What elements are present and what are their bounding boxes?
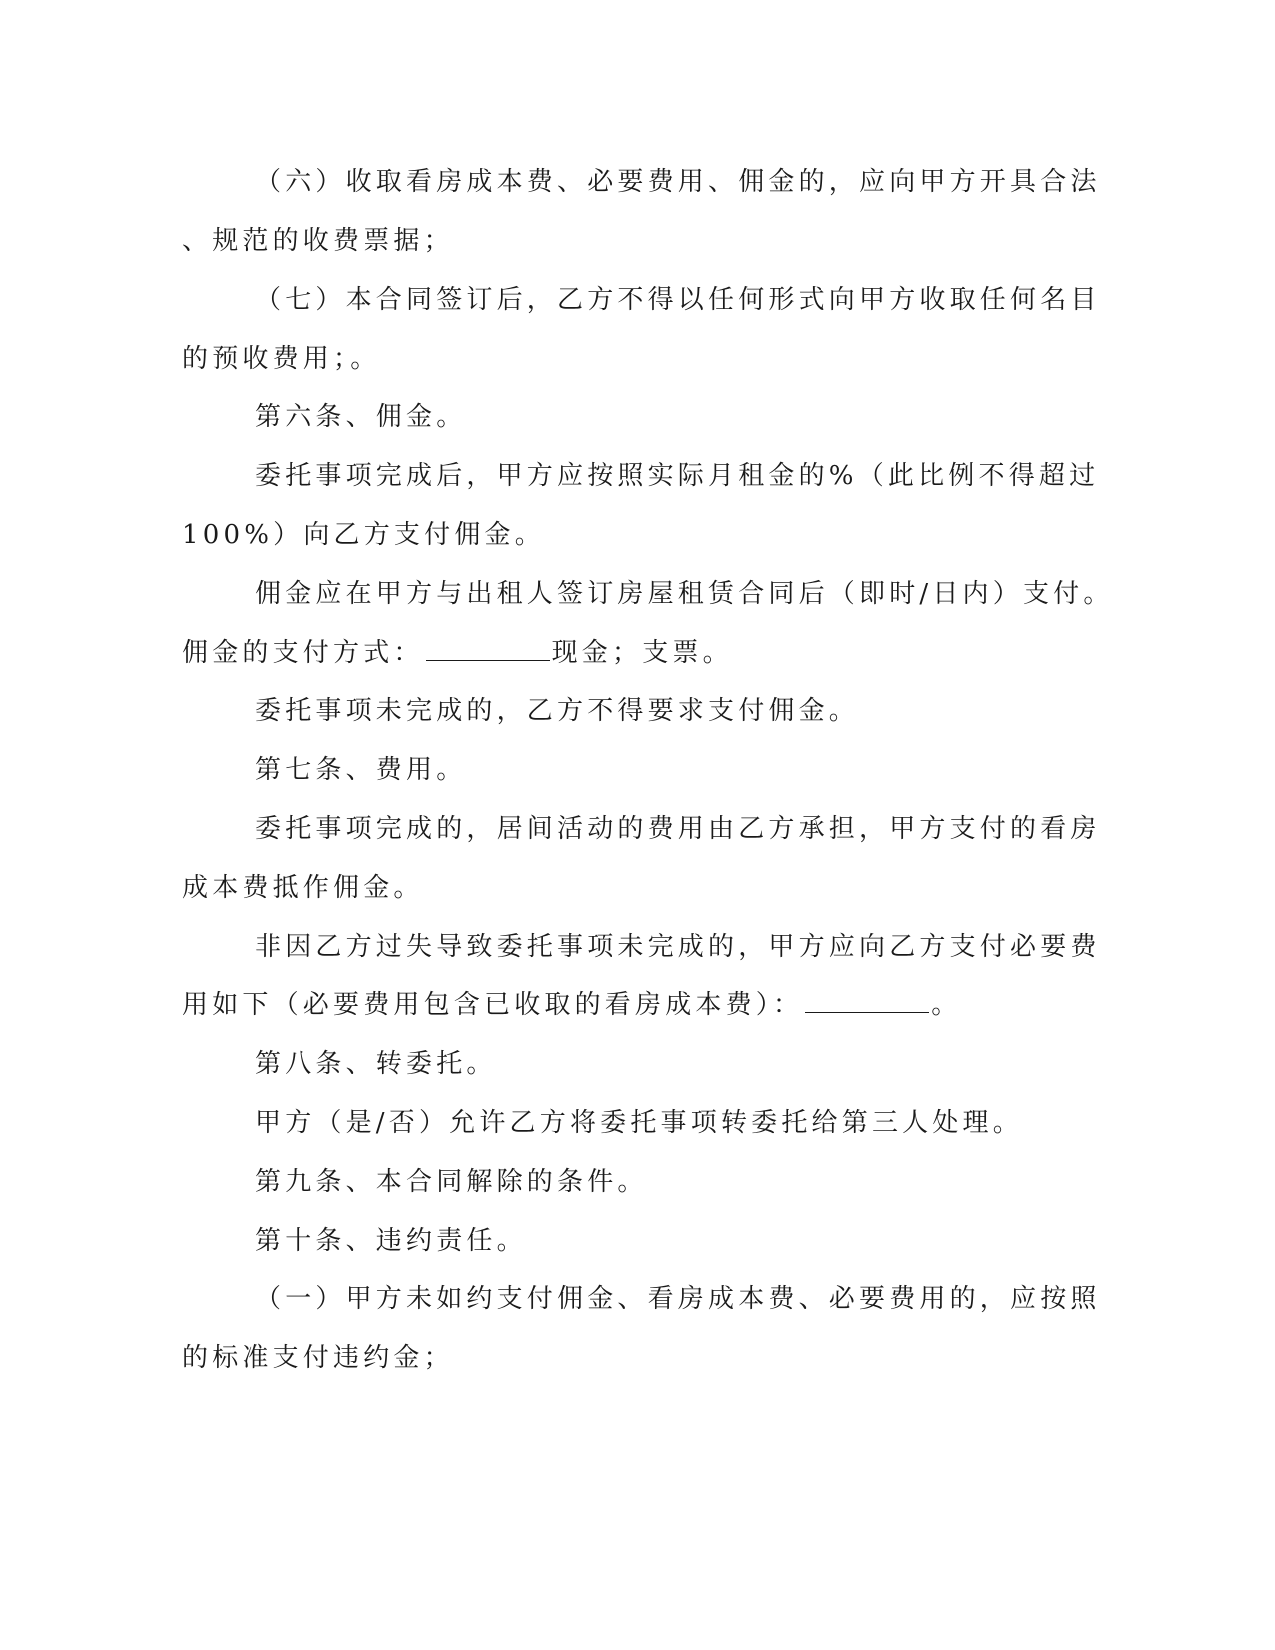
paragraph-line: （六）收取看房成本费、必要费用、佣金的，应向甲方开具合法 [255, 167, 1101, 197]
fill-in-blank [805, 990, 929, 1013]
paragraph-line: 佣金应在甲方与出租人签订房屋租赁合同后（即时/日内）支付。 [255, 579, 1114, 609]
paragraph-line: 的预收费用；。 [182, 344, 381, 374]
period-mark: 。 [931, 990, 962, 1020]
payment-method-label: 佣金的支付方式： [182, 638, 424, 668]
paragraph-line: 、规范的收费票据； [182, 226, 454, 256]
section-heading: 第八条、转委托。 [255, 1049, 497, 1079]
section-heading: 第六条、佣金。 [255, 402, 467, 432]
paragraph-line: 委托事项未完成的，乙方不得要求支付佣金。 [255, 696, 860, 726]
paragraph-line [182, 988, 961, 1022]
paragraph-line: 100%）向乙方支付佣金。 [182, 520, 545, 550]
paragraph-line: 委托事项完成的，居间活动的费用由乙方承担，甲方支付的看房 [255, 814, 1101, 844]
paragraph-line: 的标准支付违约金； [182, 1343, 454, 1373]
paragraph-line: 委托事项完成后，甲方应按照实际月租金的%（此比例不得超过 [255, 461, 1100, 491]
paragraph-line: 成本费抵作佣金。 [182, 873, 424, 903]
paragraph-line: （一）甲方未如约支付佣金、看房成本费、必要费用的，应按照 [255, 1284, 1101, 1314]
paragraph-line: （七）本合同签订后，乙方不得以任何形式向甲方收取任何名目 [255, 285, 1101, 315]
paragraph-line: 甲方（是/否）允许乙方将委托事项转委托给第三人处理。 [255, 1108, 1023, 1138]
paragraph-line: 非因乙方过失导致委托事项未完成的，甲方应向乙方支付必要费 [255, 932, 1101, 962]
section-heading: 第十条、违约责任。 [255, 1226, 527, 1256]
expenses-text: 用如下（必要费用包含已收取的看房成本费）： [182, 990, 804, 1020]
section-heading: 第七条、费用。 [255, 755, 467, 785]
paragraph-line [182, 636, 733, 670]
fill-in-blank [426, 638, 550, 661]
payment-method-options: 现金；支票。 [551, 638, 733, 668]
section-heading: 第九条、本合同解除的条件。 [255, 1167, 648, 1197]
